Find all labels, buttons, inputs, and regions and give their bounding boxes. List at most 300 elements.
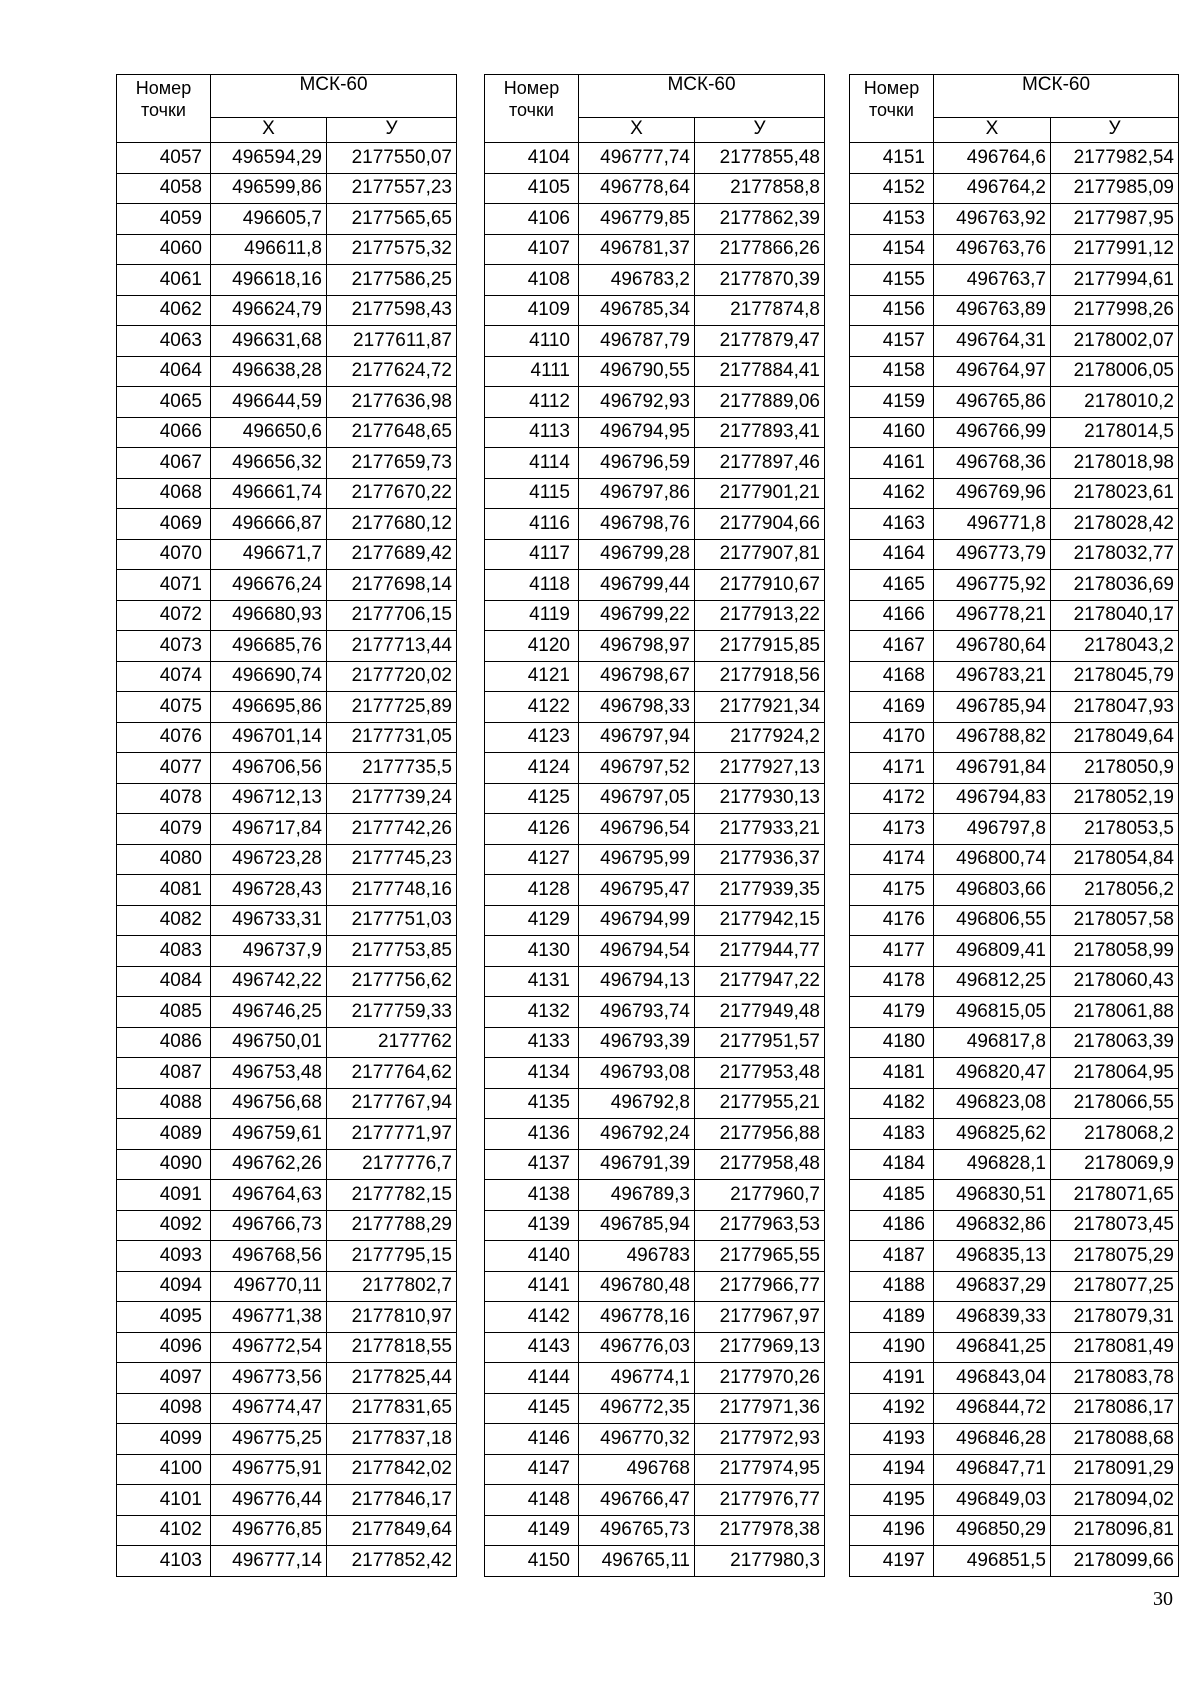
point-number-cell: 4180 [850, 1027, 934, 1058]
x-coordinate-cell: 496772,54 [211, 1332, 327, 1363]
table-row [485, 509, 825, 540]
table-row [850, 722, 1179, 753]
x-coordinate-cell: 496723,28 [211, 844, 327, 875]
x-coordinate-cell: 496798,33 [579, 692, 695, 723]
page-number: 30 [1153, 1588, 1173, 1610]
point-number-cell: 4167 [850, 631, 934, 662]
point-number-cell: 4132 [485, 997, 579, 1028]
x-coordinate-cell: 496680,93 [211, 600, 327, 631]
x-coordinate-cell: 496797,8 [934, 814, 1051, 845]
table-row [850, 509, 1179, 540]
table-row [850, 356, 1179, 387]
y-coordinate-cell: 2178064,95 [1051, 1058, 1179, 1089]
table-row [117, 1241, 457, 1272]
y-coordinate-cell: 2177659,73 [327, 448, 457, 479]
table-row [850, 448, 1179, 479]
y-coordinate-cell: 2178063,39 [1051, 1027, 1179, 1058]
table-row [485, 1454, 825, 1485]
x-coordinate-cell: 496779,85 [579, 204, 695, 235]
point-number-cell: 4085 [117, 997, 211, 1028]
y-coordinate-cell: 2178040,17 [1051, 600, 1179, 631]
x-coordinate-cell: 496776,03 [579, 1332, 695, 1363]
x-coordinate-cell: 496795,47 [579, 875, 695, 906]
y-coordinate-cell: 2177771,97 [327, 1119, 457, 1150]
table-row [117, 326, 457, 357]
point-number-cell: 4064 [117, 356, 211, 387]
x-coordinate-cell: 496768 [579, 1454, 695, 1485]
table-row [117, 1149, 457, 1180]
x-coordinate-cell: 496830,51 [934, 1180, 1051, 1211]
y-coordinate-cell: 2177837,18 [327, 1424, 457, 1455]
x-coordinate-cell: 496701,14 [211, 722, 327, 753]
x-coordinate-cell: 496618,16 [211, 265, 327, 296]
x-coordinate-cell: 496841,25 [934, 1332, 1051, 1363]
table-row [117, 1058, 457, 1089]
y-coordinate-cell: 2177951,57 [695, 1027, 825, 1058]
x-coordinate-cell: 496764,2 [934, 173, 1051, 204]
x-coordinate-cell: 496773,79 [934, 539, 1051, 570]
y-coordinate-cell: 2177921,34 [695, 692, 825, 723]
x-coordinate-cell: 496764,97 [934, 356, 1051, 387]
x-coordinate-cell: 496780,64 [934, 631, 1051, 662]
point-number-cell: 4155 [850, 265, 934, 296]
y-coordinate-cell: 2177670,22 [327, 478, 457, 509]
table-row [117, 295, 457, 326]
table-row [117, 936, 457, 967]
y-coordinate-cell: 2178079,31 [1051, 1302, 1179, 1333]
table-row [485, 417, 825, 448]
point-number-cell: 4192 [850, 1393, 934, 1424]
point-number-cell: 4125 [485, 783, 579, 814]
x-coordinate-cell: 496771,38 [211, 1302, 327, 1333]
point-number-cell: 4165 [850, 570, 934, 601]
y-coordinate-cell: 2178018,98 [1051, 448, 1179, 479]
coordinates-table-3 [849, 74, 1179, 1577]
point-number-cell: 4080 [117, 844, 211, 875]
table-row [850, 326, 1179, 357]
point-number-cell: 4110 [485, 326, 579, 357]
table-row [117, 204, 457, 235]
header-x: X [211, 118, 327, 143]
point-number-cell: 4193 [850, 1424, 934, 1455]
point-number-cell: 4197 [850, 1546, 934, 1577]
y-coordinate-cell: 2177947,22 [695, 966, 825, 997]
x-coordinate-cell: 496685,76 [211, 631, 327, 662]
point-number-cell: 4176 [850, 905, 934, 936]
point-number-cell: 4123 [485, 722, 579, 753]
x-coordinate-cell: 496794,95 [579, 417, 695, 448]
point-number-cell: 4069 [117, 509, 211, 540]
x-coordinate-cell: 496770,32 [579, 1424, 695, 1455]
x-coordinate-cell: 496762,26 [211, 1149, 327, 1180]
point-number-cell: 4130 [485, 936, 579, 967]
table-row [850, 1332, 1179, 1363]
y-coordinate-cell: 2177942,15 [695, 905, 825, 936]
table-row [850, 234, 1179, 265]
y-coordinate-cell: 2177969,13 [695, 1332, 825, 1363]
header-point-number: Номер точки [850, 75, 934, 143]
y-coordinate-cell: 2177767,94 [327, 1088, 457, 1119]
table-row [117, 478, 457, 509]
y-coordinate-cell: 2177958,48 [695, 1149, 825, 1180]
table-row [117, 539, 457, 570]
y-coordinate-cell: 2178069,9 [1051, 1149, 1179, 1180]
table-row [485, 1027, 825, 1058]
point-number-cell: 4107 [485, 234, 579, 265]
table-row [485, 143, 825, 174]
y-coordinate-cell: 2177915,85 [695, 631, 825, 662]
table-row [117, 1454, 457, 1485]
x-coordinate-cell: 496676,24 [211, 570, 327, 601]
table-row [485, 783, 825, 814]
y-coordinate-cell: 2177862,39 [695, 204, 825, 235]
table-row [485, 1546, 825, 1577]
y-coordinate-cell: 2177991,12 [1051, 234, 1179, 265]
y-coordinate-cell: 2178052,19 [1051, 783, 1179, 814]
x-coordinate-cell: 496790,55 [579, 356, 695, 387]
x-coordinate-cell: 496785,94 [934, 692, 1051, 723]
y-coordinate-cell: 2177889,06 [695, 387, 825, 418]
point-number-cell: 4142 [485, 1302, 579, 1333]
y-coordinate-cell: 2177966,77 [695, 1271, 825, 1302]
y-coordinate-cell: 2177557,23 [327, 173, 457, 204]
y-coordinate-cell: 2177831,65 [327, 1393, 457, 1424]
y-coordinate-cell: 2177776,7 [327, 1149, 457, 1180]
x-coordinate-cell: 496690,74 [211, 661, 327, 692]
point-number-cell: 4083 [117, 936, 211, 967]
x-coordinate-cell: 496797,52 [579, 753, 695, 784]
point-number-cell: 4188 [850, 1271, 934, 1302]
point-number-cell: 4070 [117, 539, 211, 570]
table-row [485, 1271, 825, 1302]
table-row [485, 478, 825, 509]
x-coordinate-cell: 496823,08 [934, 1088, 1051, 1119]
y-coordinate-cell: 2178058,99 [1051, 936, 1179, 967]
point-number-cell: 4113 [485, 417, 579, 448]
x-coordinate-cell: 496797,05 [579, 783, 695, 814]
x-coordinate-cell: 496846,28 [934, 1424, 1051, 1455]
y-coordinate-cell: 2177985,09 [1051, 173, 1179, 204]
y-coordinate-cell: 2177910,67 [695, 570, 825, 601]
table-row [117, 1271, 457, 1302]
x-coordinate-cell: 496671,7 [211, 539, 327, 570]
point-number-cell: 4100 [117, 1454, 211, 1485]
point-number-cell: 4133 [485, 1027, 579, 1058]
point-number-cell: 4090 [117, 1149, 211, 1180]
header-x: X [579, 118, 695, 143]
y-coordinate-cell: 2177930,13 [695, 783, 825, 814]
point-number-cell: 4076 [117, 722, 211, 753]
point-number-cell: 4095 [117, 1302, 211, 1333]
table-row [850, 661, 1179, 692]
point-number-cell: 4151 [850, 143, 934, 174]
table-row [485, 753, 825, 784]
y-coordinate-cell: 2178075,29 [1051, 1241, 1179, 1272]
point-number-cell: 4075 [117, 692, 211, 723]
x-coordinate-cell: 496746,25 [211, 997, 327, 1028]
table-row [485, 1058, 825, 1089]
y-coordinate-cell: 2178014,5 [1051, 417, 1179, 448]
y-coordinate-cell: 2177742,26 [327, 814, 457, 845]
table-row [850, 1271, 1179, 1302]
x-coordinate-cell: 496766,73 [211, 1210, 327, 1241]
y-coordinate-cell: 2178023,61 [1051, 478, 1179, 509]
y-coordinate-cell: 2178028,42 [1051, 509, 1179, 540]
y-coordinate-cell: 2178036,69 [1051, 570, 1179, 601]
table-row [117, 814, 457, 845]
point-number-cell: 4181 [850, 1058, 934, 1089]
x-coordinate-cell: 496835,13 [934, 1241, 1051, 1272]
x-coordinate-cell: 496785,34 [579, 295, 695, 326]
y-coordinate-cell: 2177949,48 [695, 997, 825, 1028]
x-coordinate-cell: 496764,63 [211, 1180, 327, 1211]
table-row [117, 844, 457, 875]
x-coordinate-cell: 496605,7 [211, 204, 327, 235]
table-row [485, 539, 825, 570]
y-coordinate-cell: 2178049,64 [1051, 722, 1179, 753]
point-number-cell: 4164 [850, 539, 934, 570]
point-number-cell: 4177 [850, 936, 934, 967]
y-coordinate-cell: 2177884,41 [695, 356, 825, 387]
point-number-cell: 4120 [485, 631, 579, 662]
x-coordinate-cell: 496763,92 [934, 204, 1051, 235]
y-coordinate-cell: 2177963,53 [695, 1210, 825, 1241]
y-coordinate-cell: 2177586,25 [327, 265, 457, 296]
y-coordinate-cell: 2177788,29 [327, 1210, 457, 1241]
point-number-cell: 4094 [117, 1271, 211, 1302]
table-row [485, 326, 825, 357]
x-coordinate-cell: 496638,28 [211, 356, 327, 387]
point-number-cell: 4170 [850, 722, 934, 753]
x-coordinate-cell: 496789,3 [579, 1180, 695, 1211]
x-coordinate-cell: 496798,76 [579, 509, 695, 540]
x-coordinate-cell: 496766,47 [579, 1485, 695, 1516]
point-number-cell: 4089 [117, 1119, 211, 1150]
point-number-cell: 4068 [117, 478, 211, 509]
x-coordinate-cell: 496777,74 [579, 143, 695, 174]
point-number-cell: 4103 [117, 1546, 211, 1577]
y-coordinate-cell: 2177713,44 [327, 631, 457, 662]
table-row [850, 875, 1179, 906]
x-coordinate-cell: 496776,85 [211, 1515, 327, 1546]
point-number-cell: 4077 [117, 753, 211, 784]
table-row [485, 936, 825, 967]
table-row [485, 844, 825, 875]
table-row [850, 966, 1179, 997]
point-number-cell: 4168 [850, 661, 934, 692]
table-row [117, 692, 457, 723]
x-coordinate-cell: 496775,25 [211, 1424, 327, 1455]
point-number-cell: 4072 [117, 600, 211, 631]
point-number-cell: 4139 [485, 1210, 579, 1241]
x-coordinate-cell: 496764,6 [934, 143, 1051, 174]
table-row [485, 234, 825, 265]
table-row [485, 905, 825, 936]
point-number-cell: 4092 [117, 1210, 211, 1241]
table-row [485, 661, 825, 692]
x-coordinate-cell: 496787,79 [579, 326, 695, 357]
x-coordinate-cell: 496656,32 [211, 448, 327, 479]
table-row [850, 814, 1179, 845]
x-coordinate-cell: 496728,43 [211, 875, 327, 906]
point-number-cell: 4175 [850, 875, 934, 906]
point-number-cell: 4138 [485, 1180, 579, 1211]
x-coordinate-cell: 496644,59 [211, 387, 327, 418]
point-number-cell: 4190 [850, 1332, 934, 1363]
y-coordinate-cell: 2177971,36 [695, 1393, 825, 1424]
y-coordinate-cell: 2177842,02 [327, 1454, 457, 1485]
table-row [850, 173, 1179, 204]
x-coordinate-cell: 496631,68 [211, 326, 327, 357]
header-y: У [695, 118, 825, 143]
y-coordinate-cell: 2178066,55 [1051, 1088, 1179, 1119]
x-coordinate-cell: 496794,13 [579, 966, 695, 997]
x-coordinate-cell: 496765,73 [579, 1515, 695, 1546]
x-coordinate-cell: 496780,48 [579, 1271, 695, 1302]
point-number-cell: 4195 [850, 1485, 934, 1516]
point-number-cell: 4108 [485, 265, 579, 296]
table-row [850, 905, 1179, 936]
y-coordinate-cell: 2177720,02 [327, 661, 457, 692]
x-coordinate-cell: 496765,86 [934, 387, 1051, 418]
y-coordinate-cell: 2177648,65 [327, 417, 457, 448]
point-number-cell: 4126 [485, 814, 579, 845]
table-row [485, 1241, 825, 1272]
point-number-cell: 4166 [850, 600, 934, 631]
y-coordinate-cell: 2177680,12 [327, 509, 457, 540]
table-row [117, 600, 457, 631]
x-coordinate-cell: 496753,48 [211, 1058, 327, 1089]
point-number-cell: 4099 [117, 1424, 211, 1455]
table-row [117, 1302, 457, 1333]
point-number-cell: 4062 [117, 295, 211, 326]
x-coordinate-cell: 496825,62 [934, 1119, 1051, 1150]
x-coordinate-cell: 496793,74 [579, 997, 695, 1028]
header-point-number: Номер точки [117, 75, 211, 143]
y-coordinate-cell: 2178050,9 [1051, 753, 1179, 784]
table-row [485, 1210, 825, 1241]
y-coordinate-cell: 2177965,55 [695, 1241, 825, 1272]
point-number-cell: 4157 [850, 326, 934, 357]
y-coordinate-cell: 2178071,65 [1051, 1180, 1179, 1211]
x-coordinate-cell: 496770,11 [211, 1271, 327, 1302]
y-coordinate-cell: 2177825,44 [327, 1363, 457, 1394]
x-coordinate-cell: 496775,91 [211, 1454, 327, 1485]
point-number-cell: 4093 [117, 1241, 211, 1272]
point-number-cell: 4102 [117, 1515, 211, 1546]
point-number-cell: 4058 [117, 173, 211, 204]
table-row [850, 753, 1179, 784]
y-coordinate-cell: 2177731,05 [327, 722, 457, 753]
table-row [117, 1363, 457, 1394]
table-row [117, 783, 457, 814]
x-coordinate-cell: 496843,04 [934, 1363, 1051, 1394]
y-coordinate-cell: 2178077,25 [1051, 1271, 1179, 1302]
x-coordinate-cell: 496792,24 [579, 1119, 695, 1150]
point-number-cell: 4153 [850, 204, 934, 235]
point-number-cell: 4063 [117, 326, 211, 357]
point-number-cell: 4081 [117, 875, 211, 906]
y-coordinate-cell: 2178057,58 [1051, 905, 1179, 936]
x-coordinate-cell: 496792,8 [579, 1088, 695, 1119]
table-row [485, 966, 825, 997]
table-row [117, 1485, 457, 1516]
y-coordinate-cell: 2178032,77 [1051, 539, 1179, 570]
table-row [850, 1058, 1179, 1089]
table-row [485, 1119, 825, 1150]
y-coordinate-cell: 2178091,29 [1051, 1454, 1179, 1485]
y-coordinate-cell: 2177998,26 [1051, 295, 1179, 326]
y-coordinate-cell: 2177970,26 [695, 1363, 825, 1394]
x-coordinate-cell: 496851,5 [934, 1546, 1051, 1577]
header-coordinate-system: МСК-60 [211, 75, 457, 118]
y-coordinate-cell: 2177706,15 [327, 600, 457, 631]
table-row [850, 143, 1179, 174]
x-coordinate-cell: 496611,8 [211, 234, 327, 265]
y-coordinate-cell: 2178045,79 [1051, 661, 1179, 692]
y-coordinate-cell: 2177987,95 [1051, 204, 1179, 235]
x-coordinate-cell: 496799,44 [579, 570, 695, 601]
table-row [850, 1424, 1179, 1455]
table-row [117, 753, 457, 784]
coordinates-table-2 [484, 74, 825, 1577]
table-row [485, 1088, 825, 1119]
y-coordinate-cell: 2177759,33 [327, 997, 457, 1028]
x-coordinate-cell: 496778,21 [934, 600, 1051, 631]
y-coordinate-cell: 2178083,78 [1051, 1363, 1179, 1394]
point-number-cell: 4149 [485, 1515, 579, 1546]
point-number-cell: 4114 [485, 448, 579, 479]
table-row [117, 356, 457, 387]
y-coordinate-cell: 2177753,85 [327, 936, 457, 967]
table-row [485, 814, 825, 845]
x-coordinate-cell: 496733,31 [211, 905, 327, 936]
table-row [117, 173, 457, 204]
x-coordinate-cell: 496794,83 [934, 783, 1051, 814]
point-number-cell: 4134 [485, 1058, 579, 1089]
table-row [117, 448, 457, 479]
x-coordinate-cell: 496800,74 [934, 844, 1051, 875]
header-y: У [1051, 118, 1179, 143]
y-coordinate-cell: 2178094,02 [1051, 1485, 1179, 1516]
x-coordinate-cell: 496794,99 [579, 905, 695, 936]
table-row [485, 265, 825, 296]
x-coordinate-cell: 496776,44 [211, 1485, 327, 1516]
table-row [117, 387, 457, 418]
table-row [485, 1485, 825, 1516]
point-number-cell: 4071 [117, 570, 211, 601]
point-number-cell: 4135 [485, 1088, 579, 1119]
point-number-cell: 4145 [485, 1393, 579, 1424]
y-coordinate-cell: 2178060,43 [1051, 966, 1179, 997]
x-coordinate-cell: 496774,47 [211, 1393, 327, 1424]
point-number-cell: 4121 [485, 661, 579, 692]
point-number-cell: 4109 [485, 295, 579, 326]
point-number-cell: 4160 [850, 417, 934, 448]
x-coordinate-cell: 496750,01 [211, 1027, 327, 1058]
table-row [850, 265, 1179, 296]
x-coordinate-cell: 496820,47 [934, 1058, 1051, 1089]
y-coordinate-cell: 2177956,88 [695, 1119, 825, 1150]
point-number-cell: 4173 [850, 814, 934, 845]
point-number-cell: 4162 [850, 478, 934, 509]
x-coordinate-cell: 496712,13 [211, 783, 327, 814]
x-coordinate-cell: 496775,92 [934, 570, 1051, 601]
point-number-cell: 4066 [117, 417, 211, 448]
table-row [850, 844, 1179, 875]
table-row [850, 387, 1179, 418]
x-coordinate-cell: 496847,71 [934, 1454, 1051, 1485]
